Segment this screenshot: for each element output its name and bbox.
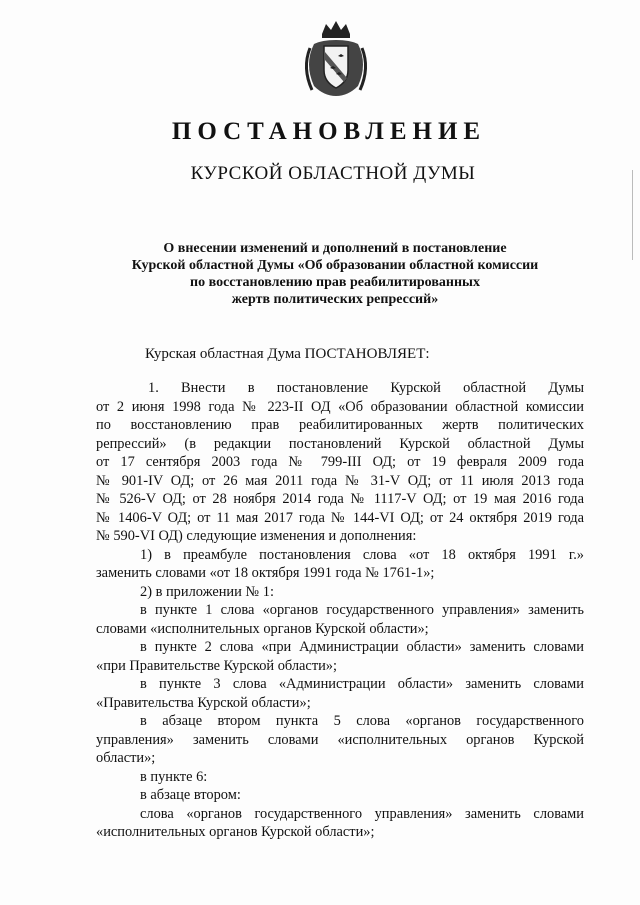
body-line: в пункте 2 слова «при Администрации области» заменить словами xyxy=(140,639,584,655)
heading-line: Курской областной Думы «Об образовании областной комиссии xyxy=(131,258,539,273)
body-line: от 2 июня 1998 года № 223-II ОД «Об образовании областной комиссии xyxy=(96,398,584,415)
body-line: «Правительства Курской области»; xyxy=(96,694,311,711)
resolution-heading xyxy=(110,240,560,308)
body-line: в пункте 1 слова «органов государственного управления» заменить xyxy=(140,602,584,618)
body-line: № 1406-V ОД; от 11 мая 2017 года № 144-VI ОД; от 24 октября 2019 года xyxy=(96,509,584,526)
body-line: управления» заменить словами «исполнительных органов Курской xyxy=(96,731,584,748)
body-line: «при Правительстве Курской области»; xyxy=(96,657,337,674)
body-line: в абзаце втором: xyxy=(140,787,241,803)
body-line: в пункте 3 слова «Администрации области» заменить словами xyxy=(140,676,584,692)
body-line: слова «органов государственного управления» заменить словами xyxy=(140,805,584,822)
heading-line: О внесении изменений и дополнений в постановление xyxy=(163,241,507,256)
body-line: 1. Внести в постановление Курской областной Думы xyxy=(148,380,584,396)
body-line: в пункте 6: xyxy=(140,768,208,785)
body-line: по восстановлению прав реабилитированных жертв политических xyxy=(96,417,584,433)
intro-statement: Курская областная Дума ПОСТАНОВЛЯЕТ: xyxy=(145,346,430,362)
body-line: № 901-IV ОД; от 26 мая 2011 года № 31-V ОД; от 11 июля 2013 года xyxy=(96,472,584,489)
heading-line: по восстановлению прав реабилитированных xyxy=(190,275,480,290)
heading-line: жертв политических репрессий» xyxy=(231,292,439,307)
body-line: 1) в преамбуле постановления слова «от 18 октября 1991 г.» xyxy=(140,546,584,563)
body-line: от 17 сентября 2003 года № 799-III ОД; от 19 февраля 2009 года xyxy=(96,454,584,470)
scan-edge-mark xyxy=(632,170,633,260)
body-line: № 590-VI ОД) следующие изменения и дополнения: xyxy=(96,528,417,544)
body-line: репрессий» (в редакции постановлений Курской областной Думы xyxy=(96,435,584,452)
document-subtitle: КУРСКОЙ ОБЛАСТНОЙ ДУМЫ xyxy=(190,163,476,184)
body-line: области»; xyxy=(96,750,156,766)
body-line: «исполнительных органов Курской области»; xyxy=(96,824,375,840)
coat-of-arms-icon xyxy=(300,18,372,98)
body-line: 2) в приложении № 1: xyxy=(140,583,274,600)
document-title: ПОСТАНОВЛЕНИЕ xyxy=(171,118,487,145)
body-line: заменить словами «от 18 октября 1991 года № 1761-1»; xyxy=(96,565,435,581)
body-line: словами «исполнительных органов Курской области»; xyxy=(96,620,429,637)
resolution-body xyxy=(96,379,584,842)
body-line: в абзаце втором пункта 5 слова «органов государственного xyxy=(140,713,584,729)
body-line: № 526-V ОД; от 28 ноября 2014 года № 1117-V ОД; от 19 мая 2016 года xyxy=(96,491,584,507)
